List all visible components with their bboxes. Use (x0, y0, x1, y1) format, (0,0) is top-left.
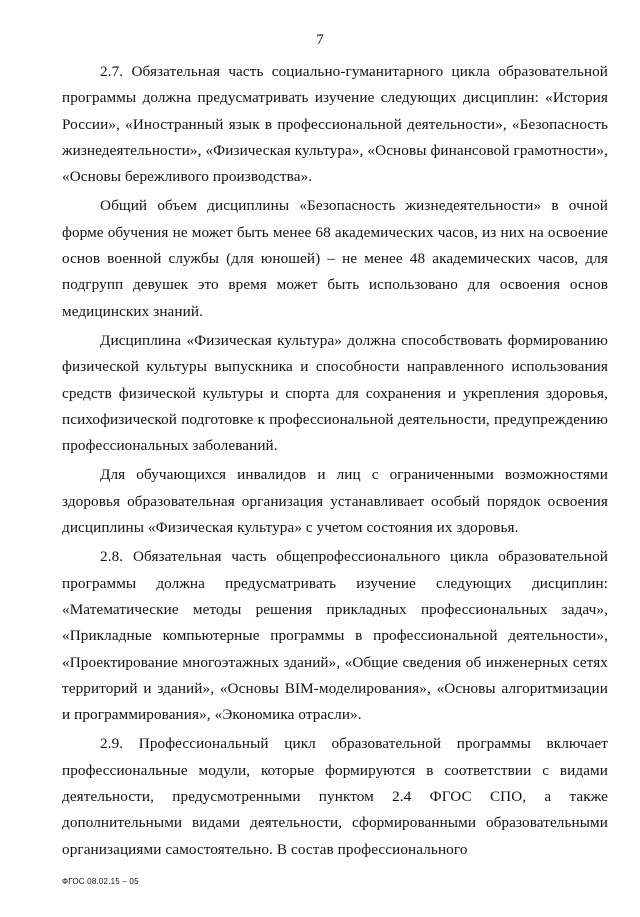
paragraph-bzh-volume: Общий объем дисциплины «Безопасность жизнедеятельности» в очной форме обучения не может быть менее 68 академических часов, из них на освоение основ военной службы (для юношей) – не менее 48 академических часов, для подгрупп девушек это время может быть использовано для освоения основ медицинских знаний. (62, 197, 608, 320)
paragraph-2-9: 2.9. Профессиональный цикл образовательной программы включает профессиональные модули, которые формируются в соответствии с видами деятельности, предусмотренными пунктом 2.4 ФГОС СПО, а также дополнительными видами деятельности, сформированными образовательными организациями самостоятельно. В состав профессионального (62, 735, 608, 858)
footer-code: ФГОС 08.02.15 – 05 (62, 877, 139, 886)
paragraph-2-8: 2.8. Обязательная часть общепрофессионального цикла образовательной программы должна предусматривать изучение следующих дисциплин: «Математические методы решения прикладных профессиональных задач», «Прикладные компьютерные программы в профессиональной деятельности», «Проектирование многоэтажных зданий», «Общие сведения об инженерных сетях территорий и зданий», «Основы BIM-моделирования», «Основы алгоритмизации и программирования», «Экономика отрасли». (62, 548, 608, 724)
paragraph-physical-culture: Дисциплина «Физическая культура» должна способствовать формированию физической культуры выпускника и способности направленного использования средств физической культуры и спорта для сохранения и укрепления здоровья, психофизической подготовке к профессиональной деятельности, предупреждению профессиональных заболеваний. (62, 331, 608, 455)
paragraph-2-7: 2.7. Обязательная часть социально-гуманитарного цикла образовательной программы должна предусматривать изучение следующих дисциплин: «История России», «Иностранный язык в профессиональной деятельности», «Безопасность жизнедеятельности», «Физическая культура», «Основы финансовой грамотности», «Основы бережливого производства». (62, 63, 608, 186)
document-body (62, 59, 608, 866)
paragraph-disabled-students: Для обучающихся инвалидов и лиц с ограниченными возможностями здоровья образовательная организация устанавливает особый порядок освоения дисциплины «Физическая культура» с учетом состояния их здоровья. (62, 466, 608, 537)
page-number: 7 (316, 32, 324, 48)
